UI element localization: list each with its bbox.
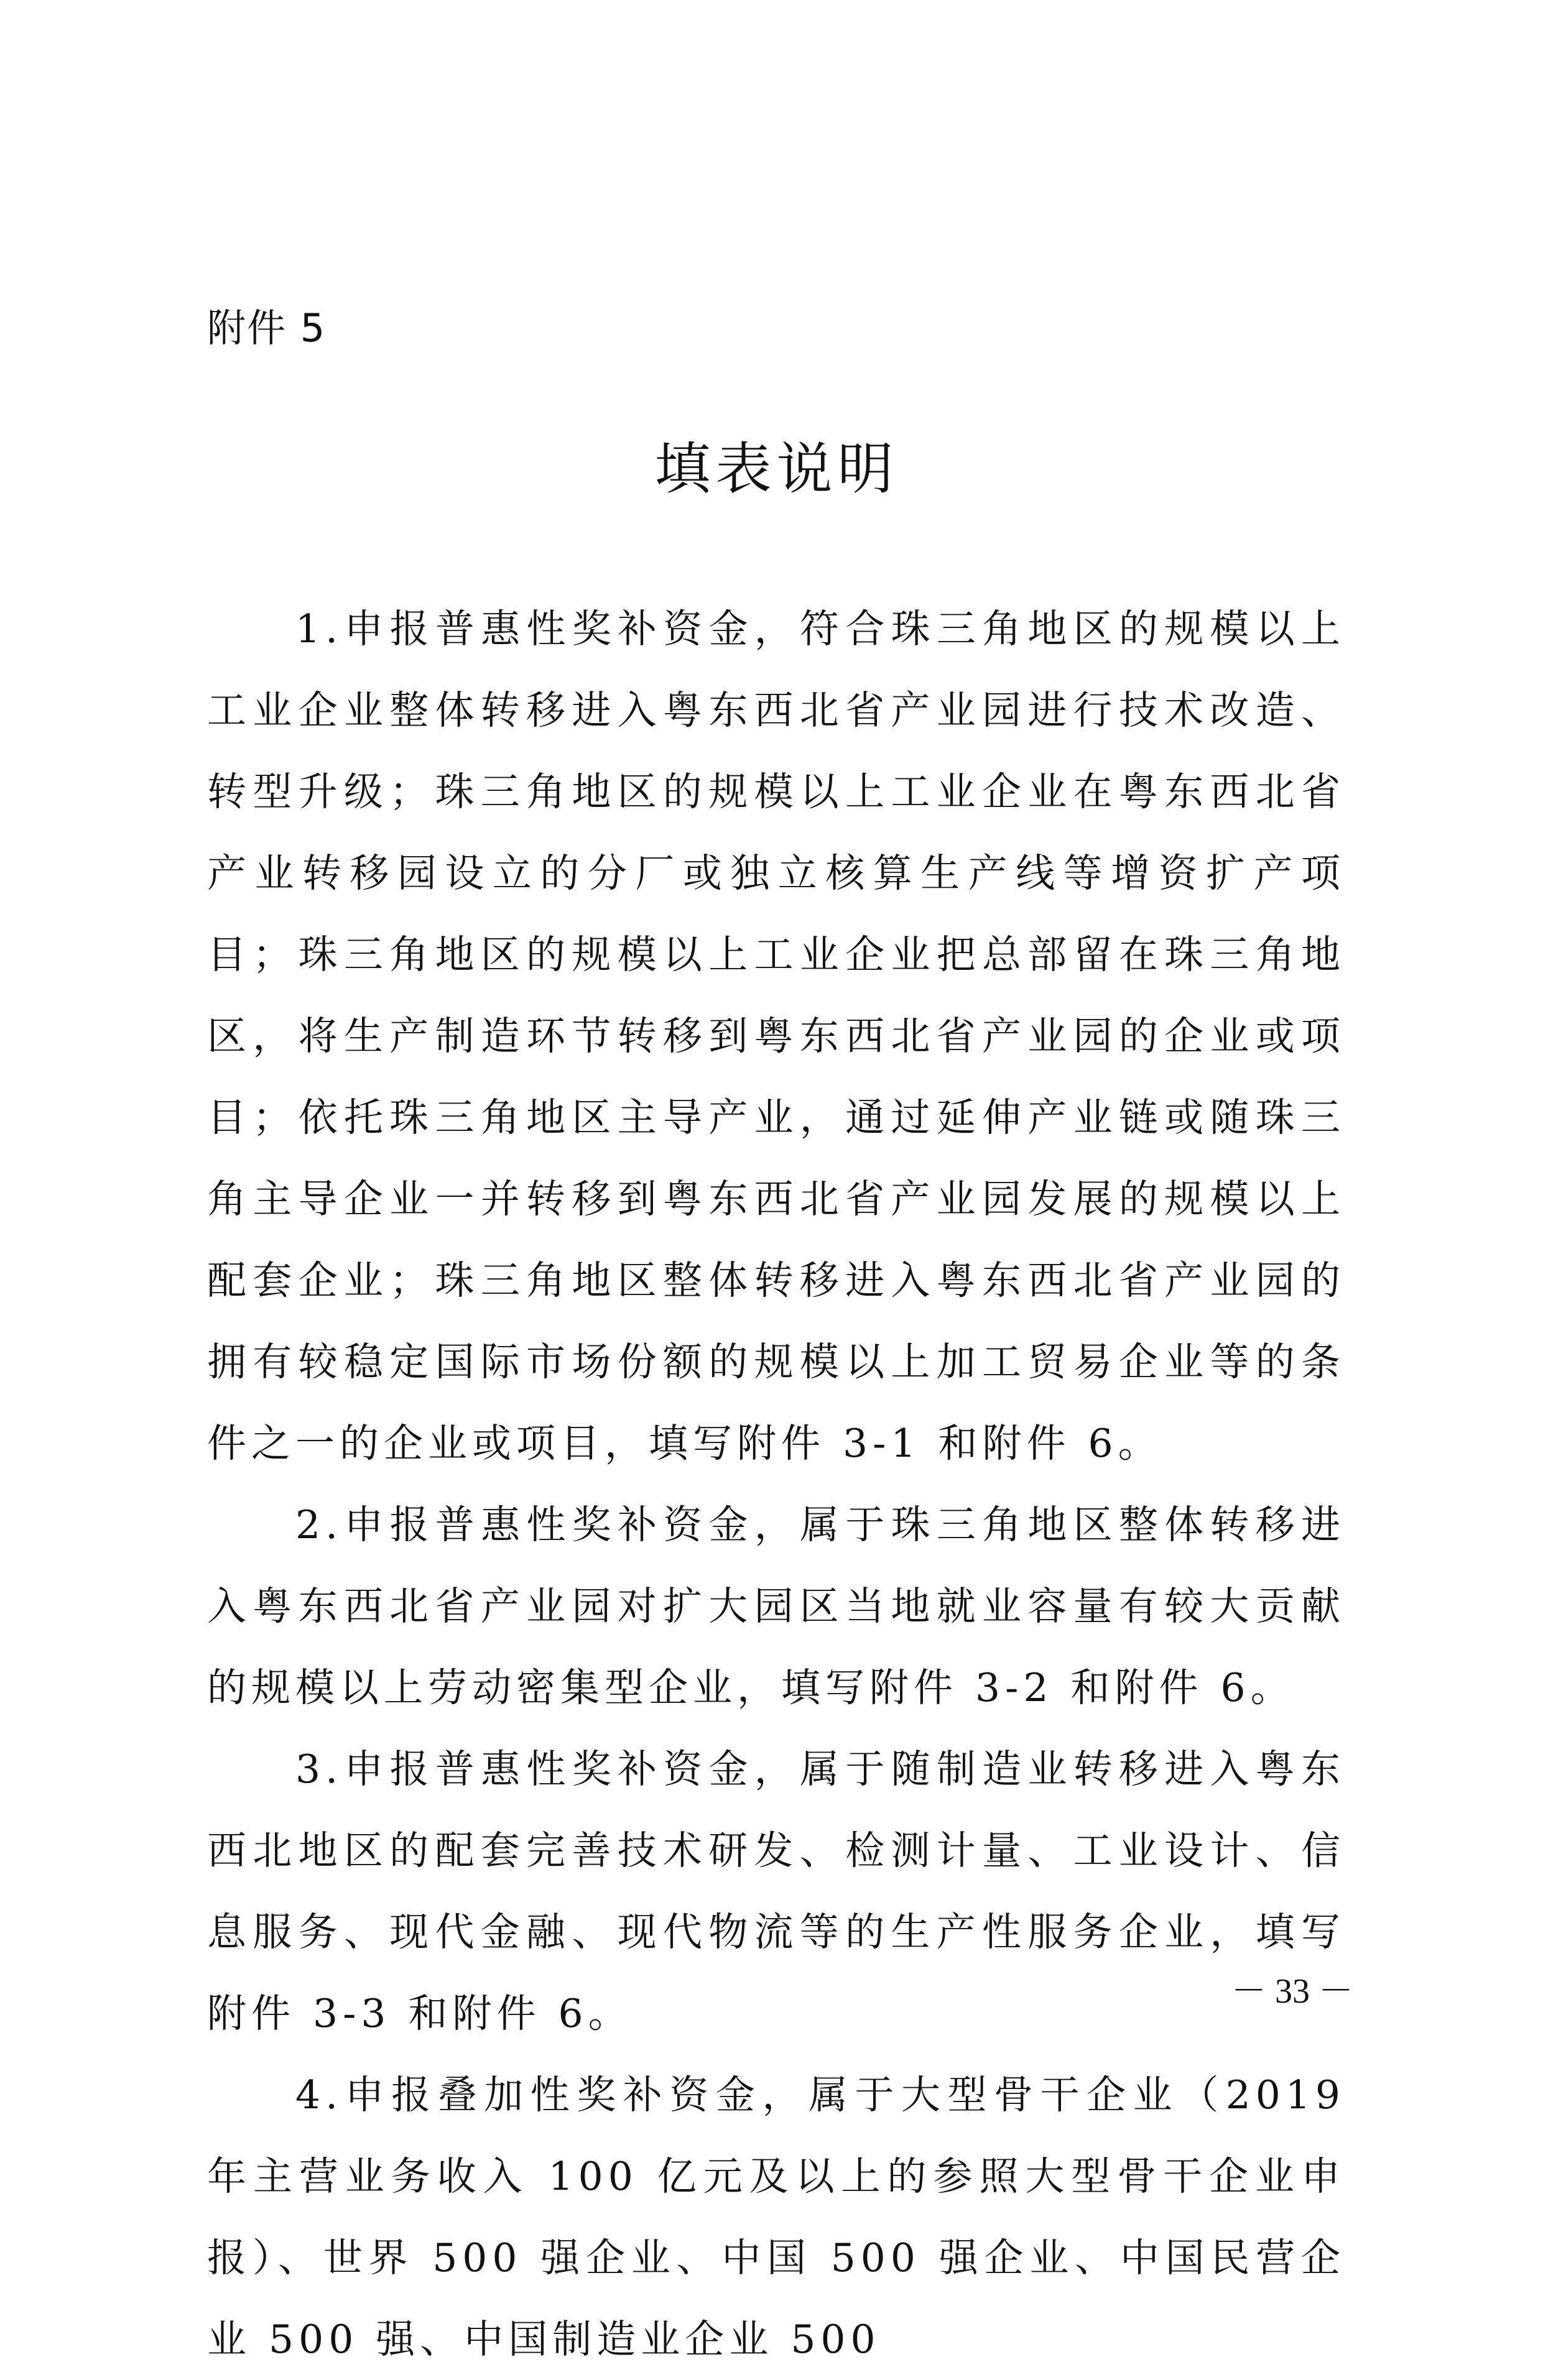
page-title: 填表说明 <box>654 436 899 502</box>
paragraph-4: 4.申报叠加性奖补资金，属于大型骨干企业（2019 年主营业务收入 100 亿元及以上的参照大型骨干企业申报）、世界 500 强企业、中国 500 强企业、中国民营企业 500 强、中国制造业企业 500 <box>207 2072 1345 2362</box>
paragraph-2: 2.申报普惠性奖补资金，属于珠三角地区整体转移进入粤东西北省产业园对扩大园区当地就业容量有较大贡献的规模以上劳动密集型企业，填写附件 3-2 和附件 6。 <box>207 1502 1345 1710</box>
paragraph-1: 1.申报普惠性奖补资金，符合珠三角地区的规模以上工业企业整体转移进入粤东西北省产业园进行技术改造、转型升级；珠三角地区的规模以上工业企业在粤东西北省产业转移园设立的分厂或独立核算生产线等增资扩产项目；珠三角地区的规模以上工业企业把总部留在珠三角地区，将生产制造环节转移到粤东西北省产业园的企业或项目；依托珠三角地区主导产业，通过延伸产业链或随珠三角主导企业一并转移到粤东西北省产业园发展的规模以上配套企业；珠三角地区整体转移进入粤东西北省产业园的拥有较稳定国际市场份额的规模以上加工贸易企业等的条件之一的企业或项目，填写附件 3-1 和附件 6。 <box>207 606 1345 1466</box>
paragraph-3: 3.申报普惠性奖补资金，属于随制造业转移进入粤东西北地区的配套完善技术研发、检测计量、工业设计、信息服务、现代金融、现代物流等的生产性服务企业，填写附件 3-3 和附件 6。 <box>207 1746 1345 2036</box>
attachment-label: 附件 5 <box>207 305 327 351</box>
page-number: － 33 － <box>1231 1972 1353 2011</box>
document-body <box>207 588 1345 2380</box>
